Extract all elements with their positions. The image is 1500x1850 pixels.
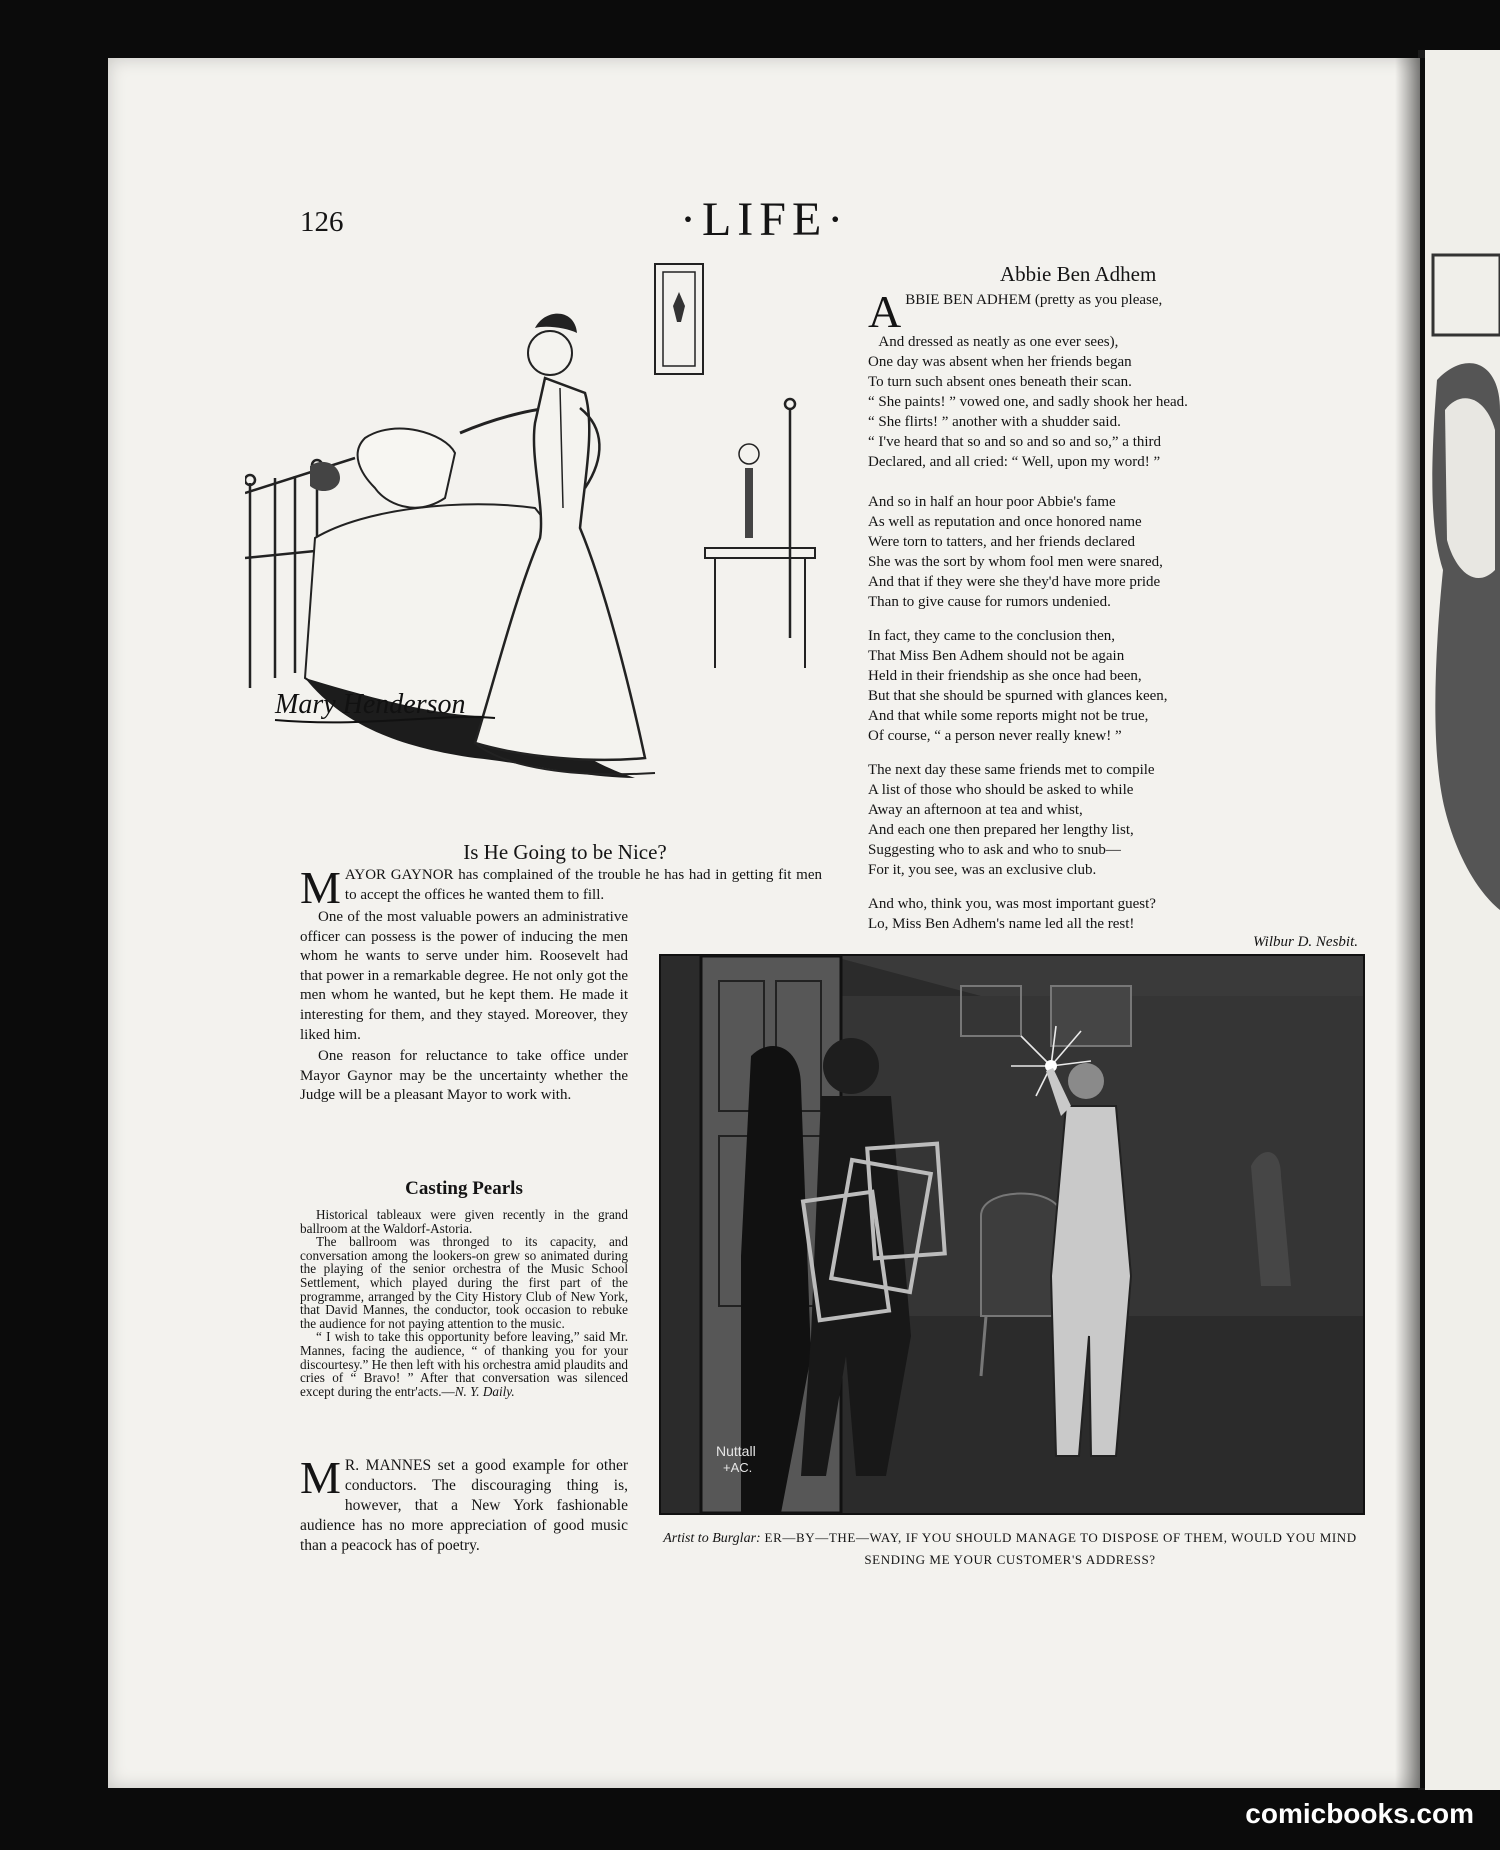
bedroom-illustration [245,258,835,793]
burglar-illustration [659,954,1365,1515]
quote-source: N. Y. Daily. [454,1383,515,1399]
quote-paragraph-3: “ I wish to take this opportunity before leaving,” said Mr. Mannes, facing the audience, “ of thanking you for your discourtesy.” He then left with his orchestra amid plaudits and cries of “ Bravo! ” After that conversation was silenced except during the entr'acts.— [300,1329,629,1399]
masthead: ·LIFE· [680,193,850,246]
article-body-nice [300,908,628,1106]
poem-author: Wilbur D. Nesbit. [1252,934,1358,950]
scan-border-left [0,0,108,1850]
burglar-illustration-signature-2: +AC. [723,1460,753,1475]
poem-body [868,286,1358,951]
article-dropcap-pearls: M [300,1452,341,1503]
poem-stanza-1: And dressed as neatly as one ever sees), One day was absent when her friends began To turn such absent ones beneath their scan. “ She paints! ” vowed one, and sadly shook her head. “ She flirts! ” another with a shudder said. “ I've heard that so and so and so and so,” a third Declared, and all cried: “ Well, upon my word! ” [868,334,1188,470]
page-number: 126 [300,206,344,238]
facing-page-edge [1425,50,1500,1795]
article-lead-nice [300,862,822,913]
article-title-pearls: Casting Pearls [405,1178,523,1199]
article-paragraph-1: One of the most valuable powers an administrative officer can possess is the power of inducing the men whom he wants to serve under him. Roosevelt had that power in a remarkable degree. He not only got the men whom he wanted, but he kept them. He made it interesting for them, and they stayed. Moreover, they liked him. [300,909,628,1043]
article-comment-pearls [300,1452,628,1556]
caption-lead: Artist to Burglar: [663,1531,761,1546]
poem-line-1: BBIE BEN ADHEM (pretty as you please, [905,292,1163,308]
caption-text: ER—BY—THE—WAY, IF YOU SHOULD MANAGE TO DISPOSE OF THEM, WOULD YOU MIND SENDING ME YOUR CUSTOMER'S ADDRESS? [764,1530,1357,1567]
quote-paragraph-2: The ballroom was thronged to its capacity, and conversation among the lookers-on grew so animated during the playing of the senior orchestra of the Music School Settlement, which played during the first part of the programme, arranged by the City History Club of New York, that David Mannes, the conductor, took occasion to rebuke the audience for not paying attention to the music. [300,1234,628,1331]
poem-stanza-5: And who, think you, was most important guest? Lo, Miss Ben Adhem's name led all the rest! [868,896,1156,932]
watermark: comicbooks.com [1245,1798,1474,1829]
article-title-nice: Is He Going to be Nice? [463,840,667,864]
quoted-news-item [300,1208,628,1398]
burglar-illustration-signature-1: Nuttall [716,1443,756,1459]
spine-shadow [1395,58,1425,1788]
illustration-caption [655,1527,1365,1570]
article-comment-text: R. MANNES set a good example for other conductors. The discouraging thing is, however, that a New York fashionable audience has no more appreciation of good music than a peacock has of poetry. [300,1457,628,1554]
poem-title: Abbie Ben Adhem [1000,262,1157,286]
quote-paragraph-1: Historical tableaux were given recently in the grand ballroom at the Waldorf-Astoria. [300,1207,628,1236]
poem-stanza-4: The next day these same friends met to compile A list of those who should be asked to while Away an afternoon at tea and whist, And each one then prepared her lengthy list, Suggesting who to ask and who to snub— For it, you see, was an exclusive club. [868,762,1155,878]
article-paragraph-2: One reason for reluctance to take office under Mayor Gaynor may be the uncertainty whether the Judge will be a pleasant Mayor to work with. [300,1048,628,1104]
article-dropcap-nice: M [300,862,341,913]
poem-stanza-3: In fact, they came to the conclusion then, That Miss Ben Adhem should not be again Held in their friendship as she once had been, But that she should be spurned with glances keen, And that while some reports might not be true, Of course, “ a person never really knew! ” [868,628,1168,744]
bedroom-illustration-signature: Mary Henderson [275,689,466,720]
article-lead-text: AYOR GAYNOR has complained of the trouble he has had in getting fit men to accept the offices he wanted them to fill. [344,867,822,903]
poem-stanza-2: And so in half an hour poor Abbie's fame As well as reputation and once honored name Were torn to tatters, and her friends declared She was the sort by whom fool men were snared, And that if they were she they'd have more pride Than to give cause for rumors undenied. [868,494,1163,610]
poem-dropcap: A [868,286,902,337]
